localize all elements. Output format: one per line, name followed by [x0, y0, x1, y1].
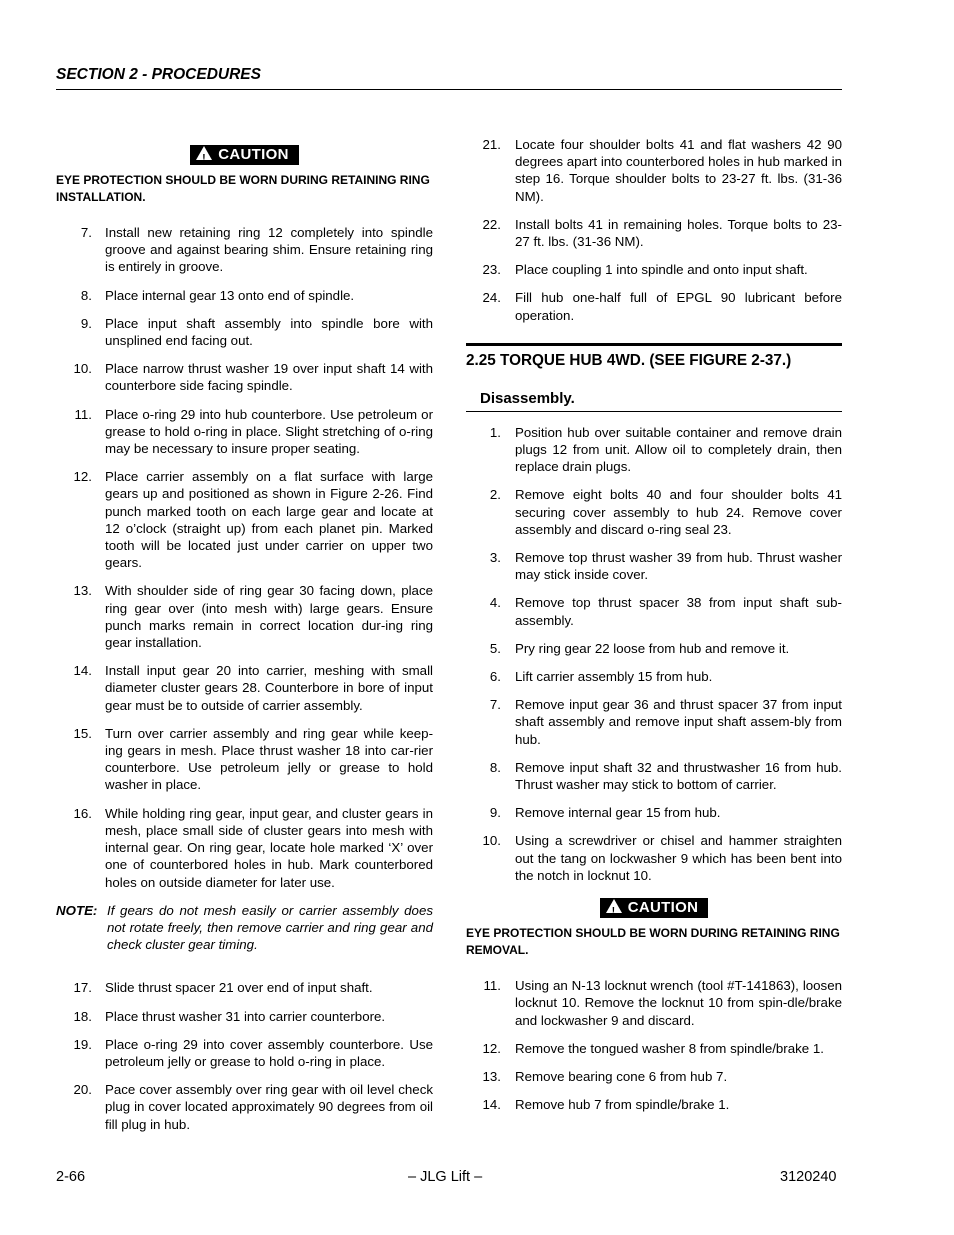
- list-item: 9. Remove internal gear 15 from hub.: [489, 805, 721, 821]
- caution-label: CAUTION: [218, 146, 289, 163]
- list-item: 7. Remove input gear 36 and thrust spacer 37 from input shaft assembly and remove input shaft assem-bly from hub.: [489, 697, 842, 747]
- list-item: 15. Turn over carrier assembly and ring gear while keep-ing gears in mesh. Place thrust washer 18 into car-rier counterbore. Use petroleum jelly or grease to hold washer in place.: [73, 725, 433, 793]
- right-column: [466, 136, 842, 1124]
- caution-box: [466, 898, 842, 918]
- list-item: 8. Place internal gear 13 onto end of spindle.: [80, 287, 355, 303]
- section-title: SECTION 2 - PROCEDURES: [56, 66, 261, 83]
- warning-icon: !: [196, 146, 212, 160]
- list-item: 12. Remove the tongued washer 8 from spindle/brake 1.: [482, 1040, 824, 1056]
- page-number: 2-66: [56, 1169, 86, 1185]
- list-item: 24. Fill hub one-half full of EPGL 90 lubricant before operation.: [482, 290, 842, 323]
- list-item: 4. Remove top thrust spacer 38 from input shaft sub-assembly.: [489, 595, 842, 628]
- caution-badge: [600, 898, 708, 918]
- list-item: 23. Place coupling 1 into spindle and onto input shaft.: [482, 262, 808, 278]
- left-column: [56, 132, 433, 1144]
- list-item: 12. Place carrier assembly on a flat surface with large gears up and positioned as shown in Figure 2-26. Find punch marked tooth on each large gear and locate at 12 o’clock (straight up) from each planet pin. Marked tooth will be located just under carrier on upper two gears.: [73, 469, 433, 571]
- warning-icon: !: [606, 899, 622, 913]
- list-item: 14. Remove hub 7 from spindle/brake 1.: [482, 1097, 730, 1113]
- list-item: 11. Place o-ring 29 into hub counterbore. Use petroleum or grease to hold o-ring in place. Slight stretching of o-ring may be necessary to insure proper seating.: [74, 406, 433, 457]
- list-item: 7. Install new retaining ring 12 completely into spindle groove and against bearing shim. Ensure retaining ring is entirely in groove.: [80, 225, 433, 275]
- note-text: If gears do not mesh easily or carrier assembly does not rotate freely, then remove carrier and ring gear and check cluster gear timing.: [107, 902, 433, 953]
- list-item: 11. Using an N-13 locknut wrench (tool #T-141863), loosen locknut 10. Remove the locknut 10 from spin-dle/brake and lockwasher 9 and discard.: [483, 978, 842, 1028]
- footer-brand: – JLG Lift –: [408, 1169, 483, 1185]
- note: [56, 902, 433, 954]
- list-item: 21. Locate four shoulder bolts 41 and flat washers 42 90 degrees apart into counterbored holes in hub marked in step 16. Torque shoulder bolts to 23-27 ft. lbs. (31-36 NM).: [482, 137, 842, 204]
- list-item: 5. Pry ring gear 22 loose from hub and remove it.: [489, 640, 790, 656]
- list-item: 18. Place thrust washer 31 into carrier counterbore.: [73, 1008, 386, 1024]
- caution-box: [56, 145, 433, 165]
- list-item: 14. Install input gear 20 into carrier, meshing with small diameter cluster gears 28. Counterbore in bore of input gear must be to outside of carrier assembly.: [73, 663, 433, 713]
- caution-text: EYE PROTECTION SHOULD BE WORN DURING RETAINING RING INSTALLATION.: [56, 173, 430, 204]
- list-item: 10. Using a screwdriver or chisel and hammer straighten out the tang on lockwasher 9 which has been bent into the notch in locknut 10.: [482, 833, 842, 883]
- list-item: 8. Remove input shaft 32 and thrustwasher 16 from hub. Thrust washer may stick to bottom of carrier.: [489, 759, 842, 793]
- subheading: Disassembly.: [480, 389, 575, 407]
- list-item: 3. Remove top thrust washer 39 from hub. Thrust washer may stick inside cover.: [489, 550, 842, 583]
- list-item: 17. Slide thrust spacer 21 over end of input shaft.: [73, 980, 373, 996]
- list-item: 13. Remove bearing cone 6 from hub 7.: [482, 1068, 728, 1084]
- caution-text: EYE PROTECTION SHOULD BE WORN DURING RETAINING RING REMOVAL.: [466, 926, 840, 958]
- list-item: 20. Pace cover assembly over ring gear with oil level check plug in cover located approximately 90 degrees from oil fill plug in hub.: [73, 1082, 433, 1132]
- section-heading-rule: [466, 343, 842, 346]
- list-item: 6. Lift carrier assembly 15 from hub.: [489, 669, 713, 685]
- list-item: 9. Place input shaft assembly into spindle bore with unsplined end facing out.: [80, 315, 433, 349]
- list-item: 22. Install bolts 41 in remaining holes. Torque bolts to 23-27 ft. lbs. (31-36 NM).: [482, 216, 842, 250]
- list-item: 13. With shoulder side of ring gear 30 facing down, place ring gear over (into mesh with) large gears. Ensure punch marks remain in correct location dur-ing ring gear installation.: [73, 583, 433, 651]
- subheading-rule: [466, 411, 842, 412]
- document-number: 3120240: [780, 1169, 837, 1185]
- header-rule: [56, 89, 842, 90]
- list-item: 2. Remove eight bolts 40 and four shoulder bolts 41 securing cover assembly to hub 24. Remove cover assembly and discard o-ring seal 23.: [489, 487, 842, 537]
- section-heading: 2.25 TORQUE HUB 4WD. (SEE FIGURE 2-37.): [466, 351, 792, 369]
- list-item: 10. Place narrow thrust washer 19 over input shaft 14 with counterbore side facing spindle.: [73, 361, 433, 394]
- caution-badge: [190, 145, 298, 165]
- note-label: NOTE:: [56, 902, 98, 918]
- list-item: 19. Place o-ring 29 into cover assembly counterbore. Use petroleum jelly or grease to hold o-ring in place.: [73, 1036, 433, 1069]
- caution-label: CAUTION: [627, 899, 699, 917]
- list-item: 16. While holding ring gear, input gear, and cluster gears in mesh, place small side of cluster gears into mesh with internal gear. On ring gear, locate hole marked ‘X’ over one of counterbored holes in hub. Mark counterbored holes on outside diameter for later use.: [73, 805, 433, 890]
- list-item: 1. Position hub over suitable container and remove drain plugs 12 from unit. Allow oil to completely drain, then replace drain plugs.: [489, 424, 842, 475]
